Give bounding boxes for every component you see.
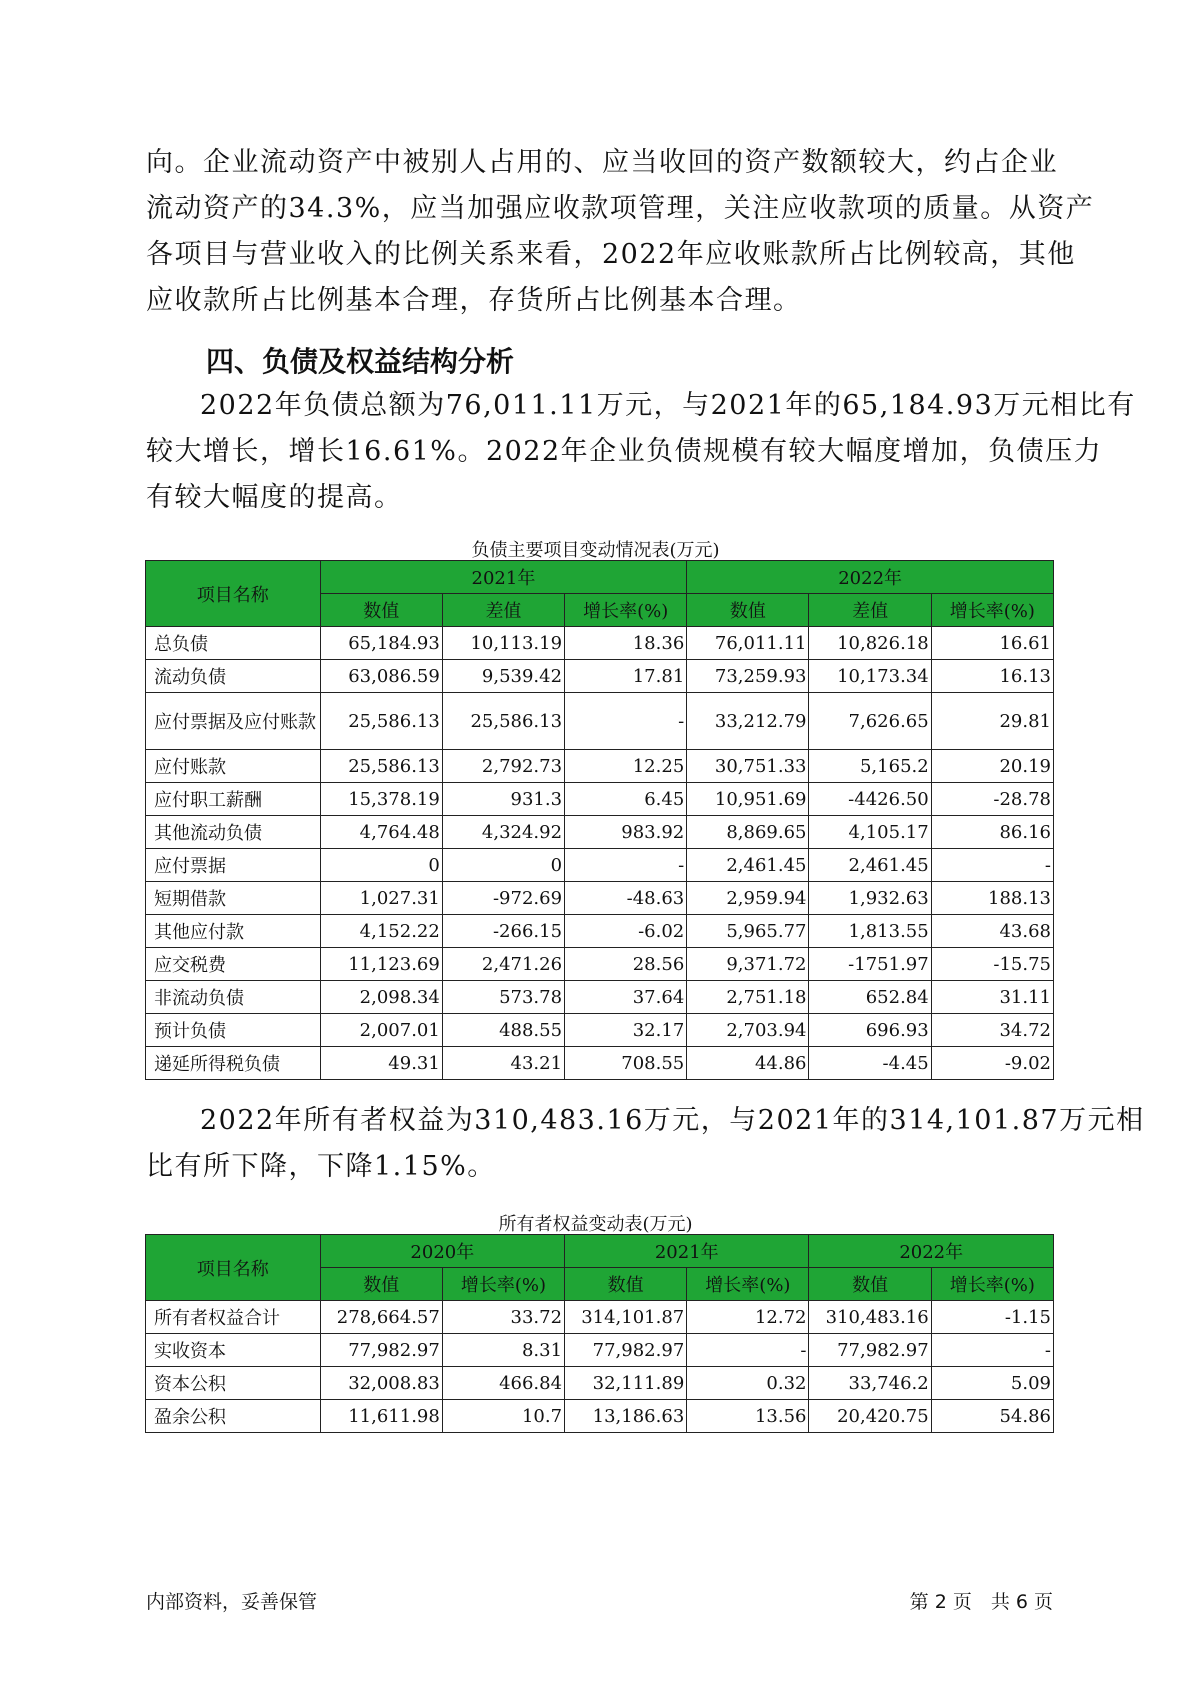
table-cell: 0: [442, 849, 564, 882]
table-cell: 4,324.92: [442, 816, 564, 849]
column-header: 数值: [320, 594, 442, 627]
table-cell: -1.15: [931, 1301, 1053, 1334]
table-row: [146, 1014, 1054, 1047]
table-cell: 33,212.79: [687, 693, 809, 750]
table-row: [146, 882, 1054, 915]
table-cell: 28.56: [565, 948, 687, 981]
column-header: 数值: [320, 1268, 442, 1301]
table-cell: 9,371.72: [687, 948, 809, 981]
paragraph-line: 流动资产的34.3%，应当加强应收款项管理，关注应收款项的质量。从资产: [146, 193, 1095, 224]
row-label: 应付票据及应付账款: [146, 693, 321, 750]
table-cell: 54.86: [931, 1400, 1053, 1433]
table-cell: 0.32: [687, 1367, 809, 1400]
row-label: 递延所得税负债: [146, 1047, 321, 1080]
table-cell: -9.02: [931, 1047, 1053, 1080]
table-cell: 1,932.63: [809, 882, 931, 915]
table-cell: 13,186.63: [565, 1400, 687, 1433]
table-cell: 33.72: [442, 1301, 564, 1334]
table-cell: 2,959.94: [687, 882, 809, 915]
table-cell: -: [931, 849, 1053, 882]
equity-table-caption: 所有者权益变动表(万元): [498, 1214, 693, 1235]
table-row: [146, 1047, 1054, 1080]
table-cell: 44.86: [687, 1047, 809, 1080]
column-header: 增长率(%): [687, 1268, 809, 1301]
table-cell: -4.45: [809, 1047, 931, 1080]
paragraph-asset-analysis: [146, 140, 1095, 324]
table-cell: 20,420.75: [809, 1400, 931, 1433]
column-header: 增长率(%): [565, 594, 687, 627]
table-cell: 5,965.77: [687, 915, 809, 948]
paragraph-line: 比有所下降，下降1.15%。: [146, 1151, 496, 1182]
table-cell: 43.21: [442, 1047, 564, 1080]
column-header: 增长率(%): [931, 1268, 1053, 1301]
table-cell: 11,611.98: [320, 1400, 442, 1433]
paragraph-equity-summary: [146, 1098, 1145, 1190]
row-label: 其他流动负债: [146, 816, 321, 849]
table-row: [146, 627, 1054, 660]
table-row: [146, 915, 1054, 948]
table-cell: 466.84: [442, 1367, 564, 1400]
column-header: 差值: [442, 594, 564, 627]
row-label: 总负债: [146, 627, 321, 660]
table-cell: 278,664.57: [320, 1301, 442, 1334]
table-cell: 13.56: [687, 1400, 809, 1433]
table-cell: -4426.50: [809, 783, 931, 816]
table-cell: -: [565, 849, 687, 882]
year-header: 2020年: [320, 1235, 564, 1268]
table-cell: 7,626.65: [809, 693, 931, 750]
liability-table: [145, 560, 1054, 1080]
table-row: [146, 1367, 1054, 1400]
table-cell: 2,461.45: [809, 849, 931, 882]
column-header: 数值: [565, 1268, 687, 1301]
item-name-header: 项目名称: [146, 561, 321, 627]
table-row: [146, 1400, 1054, 1433]
table-cell: 4,105.17: [809, 816, 931, 849]
paragraph-liability-summary: [146, 383, 1136, 521]
row-label: 流动负债: [146, 660, 321, 693]
table-cell: 16.13: [931, 660, 1053, 693]
table-cell: 2,098.34: [320, 981, 442, 1014]
table-row: [146, 750, 1054, 783]
table-cell: 25,586.13: [320, 750, 442, 783]
table-cell: 0: [320, 849, 442, 882]
table-cell: 188.13: [931, 882, 1053, 915]
row-label: 所有者权益合计: [146, 1301, 321, 1334]
table-cell: 983.92: [565, 816, 687, 849]
row-label: 非流动负债: [146, 981, 321, 1014]
table-cell: 4,764.48: [320, 816, 442, 849]
paragraph-line: 有较大幅度的提高。: [146, 482, 403, 513]
table-cell: 18.36: [565, 627, 687, 660]
table-cell: 49.31: [320, 1047, 442, 1080]
paragraph-line: 各项目与营业收入的比例关系来看，2022年应收账款所占比例较高，其他: [146, 239, 1076, 270]
table-cell: 32.17: [565, 1014, 687, 1047]
table-cell: 310,483.16: [809, 1301, 931, 1334]
table-cell: 34.72: [931, 1014, 1053, 1047]
table-cell: 32,111.89: [565, 1367, 687, 1400]
year-header: 2022年: [809, 1235, 1054, 1268]
row-label: 应付账款: [146, 750, 321, 783]
row-label: 应付票据: [146, 849, 321, 882]
table-cell: 16.61: [931, 627, 1053, 660]
row-label: 盈余公积: [146, 1400, 321, 1433]
footer-confidential-note: 内部资料，妥善保管: [146, 1591, 318, 1613]
table-cell: 5.09: [931, 1367, 1053, 1400]
table-row: [146, 693, 1054, 750]
row-label: 资本公积: [146, 1367, 321, 1400]
table-cell: 1,027.31: [320, 882, 442, 915]
table-cell: 2,007.01: [320, 1014, 442, 1047]
table-cell: -: [565, 693, 687, 750]
table-cell: 77,982.97: [565, 1334, 687, 1367]
table-cell: 10,173.34: [809, 660, 931, 693]
table-cell: -1751.97: [809, 948, 931, 981]
row-label: 预计负债: [146, 1014, 321, 1047]
table-cell: 77,982.97: [809, 1334, 931, 1367]
table-cell: 12.72: [687, 1301, 809, 1334]
table-row: [146, 849, 1054, 882]
table-cell: 2,461.45: [687, 849, 809, 882]
table-cell: 63,086.59: [320, 660, 442, 693]
table-cell: 11,123.69: [320, 948, 442, 981]
table-cell: 696.93: [809, 1014, 931, 1047]
table-cell: 2,471.26: [442, 948, 564, 981]
table-cell: 17.81: [565, 660, 687, 693]
table-row: [146, 816, 1054, 849]
table-cell: 25,586.13: [320, 693, 442, 750]
table-cell: 65,184.93: [320, 627, 442, 660]
table-cell: 6.45: [565, 783, 687, 816]
column-header: 增长率(%): [931, 594, 1053, 627]
table-row: [146, 948, 1054, 981]
table-row: [146, 1301, 1054, 1334]
table-row: [146, 1334, 1054, 1367]
column-header: 增长率(%): [442, 1268, 564, 1301]
year-header: 2021年: [565, 1235, 809, 1268]
table-cell: 4,152.22: [320, 915, 442, 948]
equity-table: [145, 1234, 1054, 1433]
liability-table-caption: 负债主要项目变动情况表(万元): [471, 540, 720, 561]
row-label: 应付职工薪酬: [146, 783, 321, 816]
table-cell: 488.55: [442, 1014, 564, 1047]
table-row: [146, 783, 1054, 816]
table-cell: -266.15: [442, 915, 564, 948]
column-header: 数值: [687, 594, 809, 627]
table-cell: 5,165.2: [809, 750, 931, 783]
row-label: 短期借款: [146, 882, 321, 915]
table-cell: 33,746.2: [809, 1367, 931, 1400]
table-cell: -: [931, 1334, 1053, 1367]
table-cell: -48.63: [565, 882, 687, 915]
section-heading: 四、负债及权益结构分析: [206, 345, 515, 378]
footer-page-number: 第 2 页 共 6 页: [909, 1591, 1053, 1613]
table-cell: 12.25: [565, 750, 687, 783]
table-cell: 15,378.19: [320, 783, 442, 816]
table-cell: 73,259.93: [687, 660, 809, 693]
table-cell: 931.3: [442, 783, 564, 816]
table-cell: 652.84: [809, 981, 931, 1014]
table-cell: 77,982.97: [320, 1334, 442, 1367]
table-cell: 8,869.65: [687, 816, 809, 849]
table-cell: 2,792.73: [442, 750, 564, 783]
table-cell: 37.64: [565, 981, 687, 1014]
table-cell: 43.68: [931, 915, 1053, 948]
table-cell: -: [687, 1334, 809, 1367]
row-label: 其他应付款: [146, 915, 321, 948]
year-header: 2022年: [687, 561, 1054, 594]
table-cell: 20.19: [931, 750, 1053, 783]
table-row: [146, 981, 1054, 1014]
table-cell: 2,751.18: [687, 981, 809, 1014]
paragraph-line: 2022年所有者权益为310,483.16万元，与2021年的314,101.87万元相: [200, 1105, 1145, 1136]
table-cell: 10,826.18: [809, 627, 931, 660]
row-label: 应交税费: [146, 948, 321, 981]
row-label: 实收资本: [146, 1334, 321, 1367]
paragraph-line: 较大增长，增长16.61%。2022年企业负债规模有较大幅度增加，负债压力: [146, 436, 1103, 467]
table-cell: 29.81: [931, 693, 1053, 750]
paragraph-line: 2022年负债总额为76,011.11万元，与2021年的65,184.93万元相比有: [200, 390, 1136, 421]
table-cell: 31.11: [931, 981, 1053, 1014]
column-header: 数值: [809, 1268, 931, 1301]
table-cell: 573.78: [442, 981, 564, 1014]
table-cell: 25,586.13: [442, 693, 564, 750]
table-cell: 30,751.33: [687, 750, 809, 783]
table-row: [146, 660, 1054, 693]
year-header: 2021年: [320, 561, 687, 594]
table-cell: 10.7: [442, 1400, 564, 1433]
table-cell: 76,011.11: [687, 627, 809, 660]
table-cell: 2,703.94: [687, 1014, 809, 1047]
table-cell: 32,008.83: [320, 1367, 442, 1400]
item-name-header: 项目名称: [146, 1235, 321, 1301]
column-header: 差值: [809, 594, 931, 627]
table-cell: 708.55: [565, 1047, 687, 1080]
table-cell: 314,101.87: [565, 1301, 687, 1334]
table-cell: 8.31: [442, 1334, 564, 1367]
paragraph-line: 向。企业流动资产中被别人占用的、应当收回的资产数额较大，约占企业: [146, 147, 1058, 178]
table-cell: -15.75: [931, 948, 1053, 981]
table-cell: -972.69: [442, 882, 564, 915]
table-cell: 10,113.19: [442, 627, 564, 660]
table-cell: -28.78: [931, 783, 1053, 816]
table-cell: 1,813.55: [809, 915, 931, 948]
paragraph-line: 应收款所占比例基本合理，存货所占比例基本合理。: [146, 285, 802, 316]
table-cell: 10,951.69: [687, 783, 809, 816]
table-cell: 86.16: [931, 816, 1053, 849]
table-cell: 9,539.42: [442, 660, 564, 693]
table-cell: -6.02: [565, 915, 687, 948]
